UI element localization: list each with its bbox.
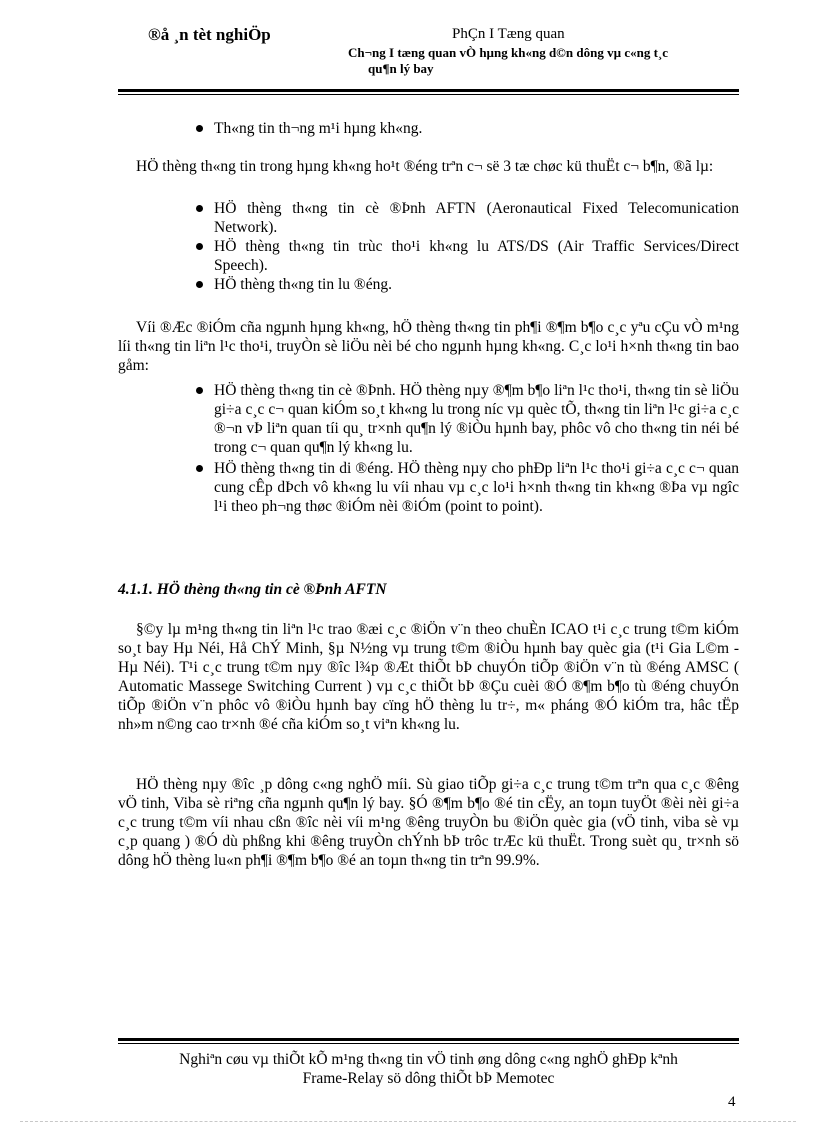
list-item-text: HÖ thèng th«ng tin cè ®Þnh AFTN (Aeronautical Fixed Telecomunication Network). (214, 200, 739, 236)
list-item (118, 459, 739, 516)
header-part-title: PhÇn I Tæng quan (452, 26, 565, 42)
bullet-dot-icon (196, 387, 203, 394)
paragraph-text: §©y lµ m¹ng th«ng tin liªn l¹c trao ®æi c¸c ®iÖn v¨n theo chuÈn ICAO t¹i c¸c trung t©m kiÓm so¸t bay Hµ Néi, Hå ChÝ Minh, §µ N½ng vµ trung t©m ®iÒu hµnh bay quèc gia (t¹i Gia L©m - Hµ Néi). T¹i c¸c trung t©m nµy ®îc l¾p ®Æt thiÕt bÞ chuyÓn tiÕp ®iÖn v¨n tù ®éng AMSC ( Automatic Massege Switching Current ) vµ c¸c thiÕt bÞ ®Çu cuèi ®Ó ®¶m b¶o tù ®éng chuyÓn tiÕp ®iÖn v¨n phôc vô ®iÒu hµnh bay cïng hÖ thèng lu tr÷, m« pháng ®Ó kiÓm tra, hâc tËp nh»m n©ng cao tr×nh ®é cña kiÓm so¸t viªn kh«ng lu. (118, 621, 739, 733)
paragraph-3 (118, 620, 739, 734)
list-item-text: HÖ thèng th«ng tin lu ®éng. (214, 276, 392, 293)
bullet-list (118, 381, 739, 516)
info-systems-list (118, 199, 739, 294)
footer-rule-thin (118, 1043, 739, 1044)
bullet-dot-icon (196, 205, 203, 212)
bullet-dot-icon (196, 465, 203, 472)
header-chapter-line1: Ch¬ng I tæng quan vÒ hµng kh«ng d©n dông vµ c«ng t¸c (348, 45, 669, 60)
list-item (118, 119, 739, 138)
list-item (118, 237, 739, 275)
bullet-dot-icon (196, 125, 203, 132)
list-item (118, 199, 739, 237)
header-chapter-line2: qu¶n lý bay (368, 61, 434, 76)
footer-line2: Frame-Relay sö dông thiÕt bÞ Memotec (302, 1070, 555, 1087)
paragraph-text: HÖ thèng nµy ®îc ¸p dông c«ng nghÖ míi. Sù giao tiÕp gi÷a c¸c trung t©m trªn qua c¸c ®êng vÖ tinh, Viba sè riªng cña ngµnh qu¶n lý bay. §Ó ®¶m b¶o ®é tin cËy, an toµn tuyÖt ®èi nèi gi÷a c¸c trung t©m víi nhau cßn ®îc nèi víi m¹ng ®êng truyÒn bu ®iÖn quèc gia (vÖ tinh, viba sè vµ c¸p quang ) ®Ó dù phßng khi ®êng truyÒn chÝnh bÞ trôc trÆc kü thuËt. Trong suèt qu¸ tr×nh sö dông hÖ thèng lu«n ph¶i ®¶m b¶o ®é an toµn th«ng tin trªn 99.9%. (118, 776, 739, 869)
footer-line1: Nghiªn cøu vµ thiÕt kÕ m¹ng th«ng tin vÖ tinh øng dông c«ng nghÖ ghÐp kªnh (179, 1051, 678, 1068)
page-bottom-divider (20, 1121, 796, 1122)
paragraph-text: Víi ®Æc ®iÓm cña ngµnh hµng kh«ng, hÖ thèng th«ng tin ph¶i ®¶m b¶o c¸c yªu cÇu vÒ m¹ng líi th«ng tin liªn l¹c tho¹i, truyÒn sè liÖu nèi bé cho ngµnh hµng kh«ng. C¸c lo¹i h×nh th«ng tin bao gåm: (118, 319, 739, 374)
bullet-list (118, 199, 739, 294)
footer (118, 1050, 739, 1088)
header-rule-thick (118, 89, 739, 92)
list-item-text: Th«ng tin th¬ng m¹i hµng kh«ng. (214, 120, 423, 137)
header-left-title: ®å ¸n tèt nghiÖp (148, 25, 271, 44)
info-types-list (118, 381, 739, 516)
bullet-dot-icon (196, 243, 203, 250)
intro-bullet-list (118, 119, 739, 138)
footer-rule-thick (118, 1038, 739, 1041)
page-number: 4 (728, 1094, 736, 1110)
paragraph-4 (118, 775, 739, 870)
list-item-text: HÖ thèng th«ng tin cè ®Þnh. HÖ thèng nµy ®¶m b¶o liªn l¹c tho¹i, th«ng tin sè liÖu gi÷a c¸c c¬ quan kiÓm so¸t kh«ng lu trong níc vµ quèc tÕ, th«ng tin liªn l¹c gi÷a c¸c ®¬n vÞ liªn quan tíi qu¸ tr×nh qu¶n lý ®iÒu hµnh bay, phôc vô cho th«ng tin néi bé trong c¬ quan qu¶n lý kh«ng lu. (214, 382, 739, 456)
list-item (118, 381, 739, 457)
paragraph-text: HÖ thèng th«ng tin trong hµng kh«ng ho¹t ®éng trªn c¬ së 3 tæ chøc kü thuËt c¬ b¶n, ®ã lµ: (136, 158, 714, 175)
list-item-text: HÖ thèng th«ng tin di ®éng. HÖ thèng nµy cho phÐp liªn l¹c tho¹i gi÷a c¸c c¬ quan cung cÊp dÞch vô kh«ng lu víi nhau vµ c¸c lo¹i h×nh th«ng tin kh«ng ®Þa vµ ngîc l¹i theo ph¬ng thøc ®iÓm nèi ®iÓm (point to point). (214, 460, 739, 515)
list-item (118, 275, 739, 294)
header-chapter-title (348, 45, 738, 77)
intro-bullet-block (118, 119, 739, 138)
list-item-text: HÖ thèng th«ng tin trùc tho¹i kh«ng lu ATS/DS (Air Traffic Services/Direct Speech). (214, 238, 739, 274)
header-rule-thin (118, 94, 739, 95)
paragraph-2 (118, 318, 739, 375)
bullet-dot-icon (196, 281, 203, 288)
section-title: 4.1.1. HÖ thèng th«ng tin cè ®Þnh AFTN (118, 581, 387, 598)
section-heading (118, 580, 739, 599)
paragraph-1 (118, 157, 739, 176)
